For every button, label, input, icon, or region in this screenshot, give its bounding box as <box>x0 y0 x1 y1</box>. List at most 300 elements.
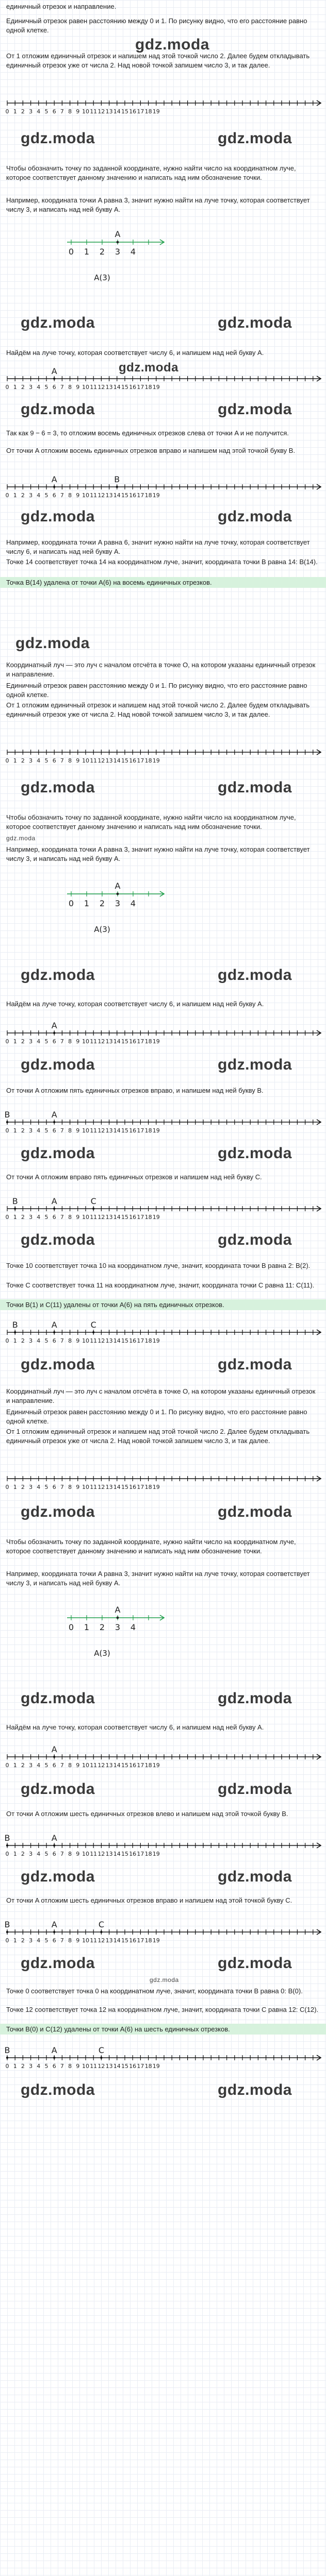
point-label: A <box>51 474 57 484</box>
tick-label: 6 <box>52 1214 56 1219</box>
ray-caption: A(3) <box>94 273 110 282</box>
tick-label: 10 <box>82 1762 89 1767</box>
tick-label: 19 <box>152 2063 160 2068</box>
tick-label: 9 <box>76 1484 80 1489</box>
tick-label: 19 <box>152 1127 160 1132</box>
text-block: От 1 отложим единичный отрезок и напишем над этой точкой число 2. Далее будем откладывать единичный отрезок уже от числа 2. Над новой точкой запишем число 3, и так далее. <box>6 52 310 69</box>
tick-label: 1 <box>13 757 17 762</box>
text-block: Чтобы обозначить точку по заданной координате, нужно найти число на координатном луче, которое соответствует данному значению и написать над ним обозначение точки. <box>6 814 296 831</box>
tick-label: 12 <box>97 2063 105 2068</box>
tick-label: 2 <box>21 1851 25 1856</box>
point-label: A <box>51 1021 57 1030</box>
tick-label: 3 <box>115 899 121 908</box>
tick-label: 0 <box>5 1214 9 1219</box>
point-label: A <box>51 2045 57 2055</box>
tick-label: 1 <box>13 1851 17 1856</box>
text-block: Координатный луч — это луч с началом отсчёта в точке O, на котором указаны единичный отрезок и направление. <box>6 1387 316 1404</box>
tick-label: 17 <box>137 1762 144 1767</box>
tick-label: 10 <box>82 2063 89 2068</box>
tick-label: 18 <box>144 1038 152 1043</box>
number-ray-figure <box>0 1917 326 1942</box>
tick-label: 3 <box>29 757 33 762</box>
tick-label: 8 <box>68 1484 72 1489</box>
tick-label: 10 <box>82 1937 89 1942</box>
point-marker <box>6 1121 8 1123</box>
tick-label: 16 <box>129 2063 137 2068</box>
point-label: B <box>12 1196 18 1206</box>
tick-label: 12 <box>97 1762 105 1767</box>
point-label: A <box>115 1605 121 1615</box>
number-ray-figure <box>0 1463 326 1489</box>
tick-label: 16 <box>129 1851 137 1856</box>
tick-label: 11 <box>90 1937 97 1942</box>
tick-label: 3 <box>29 1337 33 1343</box>
tick-label: 6 <box>52 108 56 113</box>
tick-label: 0 <box>68 1622 74 1632</box>
tick-label: 6 <box>52 1337 56 1343</box>
point-label: A <box>115 881 121 891</box>
watermark: gdz.moda <box>218 1690 292 1707</box>
watermark: gdz.moda <box>21 2081 95 2098</box>
tick-label: 19 <box>152 1214 160 1219</box>
tick-label: 0 <box>5 757 9 762</box>
tick-label: 0 <box>5 1484 9 1489</box>
tick-label: 2 <box>21 1484 25 1489</box>
number-ray-figure <box>0 2042 326 2068</box>
tick-label: 1 <box>13 1484 17 1489</box>
point-label: C <box>90 1320 96 1330</box>
text-block: Например, координата точки A равна 3, значит нужно найти на луче точку, которая соответствует числу 3, и написать над ней букву A. <box>6 196 310 213</box>
point-marker <box>117 241 119 244</box>
point-marker <box>53 1756 55 1758</box>
point-marker <box>53 1844 55 1846</box>
tick-label: 6 <box>52 1038 56 1043</box>
tick-label: 1 <box>13 492 17 497</box>
tick-label: 18 <box>144 1762 152 1767</box>
number-ray <box>0 1830 326 1856</box>
point-marker <box>116 486 118 488</box>
tick-label: 13 <box>105 1337 113 1343</box>
tick-label: 1 <box>13 2063 17 2068</box>
watermark: gdz.moda <box>218 1356 292 1373</box>
tick-label: 6 <box>52 1484 56 1489</box>
tick-label: 7 <box>60 2063 64 2068</box>
tick-label: 12 <box>97 1937 105 1942</box>
tick-label: 19 <box>152 1762 160 1767</box>
tick-label: 3 <box>29 492 33 497</box>
tick-label: 7 <box>60 384 64 389</box>
tick-label: 9 <box>76 108 80 113</box>
number-ray <box>0 1317 326 1343</box>
tick-label: 13 <box>105 1937 113 1942</box>
tick-label: 9 <box>76 492 80 497</box>
tick-label: 15 <box>121 1851 128 1856</box>
watermark: gdz.moda <box>21 1781 95 1798</box>
tick-label: 11 <box>90 757 97 762</box>
tick-label: 18 <box>144 384 152 389</box>
text-block: Чтобы обозначить точку по заданной координате, нужно найти число на координатном луче, которое соответствует данному значению и написать над ним обозначение точки. <box>6 1538 296 1555</box>
number-ray <box>0 1193 326 1219</box>
tick-label: 7 <box>60 492 64 497</box>
tick-label: 8 <box>68 1038 72 1043</box>
watermark: gdz.moda <box>218 130 292 147</box>
tick-label: 7 <box>60 1214 64 1219</box>
tick-label: 16 <box>129 384 137 389</box>
text-block: Точке 0 соответствует точка 0 на координатном луче, значит, координата точки B равна 0: B(0). <box>6 1987 303 1995</box>
watermark: gdz.moda <box>218 1503 292 1520</box>
tick-label: 9 <box>76 1127 80 1132</box>
tick-label: 10 <box>82 1337 89 1343</box>
tick-label: 16 <box>129 757 137 762</box>
tick-label: 13 <box>105 1038 113 1043</box>
tick-label: 4 <box>37 1038 41 1043</box>
tick-label: 15 <box>121 1337 128 1343</box>
tick-label: 19 <box>152 492 160 497</box>
short-ray-figure <box>0 868 326 940</box>
point-marker <box>53 2057 55 2059</box>
ray-caption: A(3) <box>94 925 110 934</box>
tick-label: 5 <box>44 2063 48 2068</box>
text-block: От точки A отложим вправо пять единичных отрезков и напишем над ней букву C. <box>6 1173 262 1181</box>
tick-label: 10 <box>82 1214 89 1219</box>
number-ray-figure <box>0 1193 326 1219</box>
tick-label: 19 <box>152 757 160 762</box>
tick-label: 13 <box>105 1484 113 1489</box>
watermark: gdz.moda <box>15 635 90 652</box>
tick-label: 8 <box>68 1851 72 1856</box>
text-block: Точке 12 соответствует точка 12 на координатном луче, значит, координата точки C равна 12: C(12). <box>6 2006 319 2013</box>
tick-label: 11 <box>90 1762 97 1767</box>
tick-label: 10 <box>82 1038 89 1043</box>
text-block: единичный отрезок и направление. <box>6 3 117 10</box>
watermark: gdz.moda <box>135 36 209 53</box>
tick-label: 11 <box>90 1337 97 1343</box>
watermark: gdz.moda <box>218 508 292 525</box>
tick-label: 12 <box>97 1851 105 1856</box>
tick-label: 15 <box>121 492 128 497</box>
tick-label: 11 <box>90 1038 97 1043</box>
tick-label: 8 <box>68 1337 72 1343</box>
tick-label: 5 <box>44 1851 48 1856</box>
tick-label: 2 <box>99 899 105 908</box>
tick-label: 11 <box>90 492 97 497</box>
point-label: A <box>51 366 57 376</box>
tick-label: 14 <box>113 2063 121 2068</box>
tick-label: 0 <box>5 1038 9 1043</box>
tick-label: 10 <box>82 1851 89 1856</box>
watermark: gdz.moda <box>150 1976 179 1984</box>
tick-label: 5 <box>44 1484 48 1489</box>
tick-label: 17 <box>137 108 144 113</box>
tick-label: 2 <box>21 1214 25 1219</box>
number-ray-figure <box>0 363 326 389</box>
point-label: A <box>51 1110 57 1120</box>
tick-label: 18 <box>144 1214 152 1219</box>
number-ray <box>0 1917 326 1942</box>
number-ray <box>0 363 326 389</box>
point-label: C <box>98 1920 104 1929</box>
tick-label: 17 <box>137 757 144 762</box>
tick-label: 15 <box>121 1038 128 1043</box>
tick-label: 19 <box>152 1937 160 1942</box>
tick-label: 1 <box>13 108 17 113</box>
tick-label: 12 <box>97 1484 105 1489</box>
tick-label: 6 <box>52 1762 56 1767</box>
tick-label: 17 <box>137 1937 144 1942</box>
tick-label: 15 <box>121 2063 128 2068</box>
tick-label: 9 <box>76 757 80 762</box>
tick-label: 2 <box>21 492 25 497</box>
tick-label: 9 <box>76 2063 80 2068</box>
point-marker <box>53 1331 55 1333</box>
tick-label: 1 <box>13 1214 17 1219</box>
point-label: B <box>4 1920 10 1929</box>
text-block: От точки A отложим шесть единичных отрезков влево и напишем над этой точкой букву B. <box>6 1810 288 1818</box>
tick-label: 16 <box>129 1337 137 1343</box>
text-block: Единичный отрезок равен расстоянию между 0 и 1. По рисунку видно, что его расстояние равно одной клетке. <box>6 682 307 699</box>
tick-label: 18 <box>144 1127 152 1132</box>
tick-label: 7 <box>60 1484 64 1489</box>
tick-label: 8 <box>68 1127 72 1132</box>
tick-label: 17 <box>137 2063 144 2068</box>
tick-label: 8 <box>68 492 72 497</box>
tick-label: 10 <box>82 384 89 389</box>
tick-label: 1 <box>13 384 17 389</box>
point-marker <box>53 1121 55 1123</box>
tick-label: 14 <box>113 492 121 497</box>
tick-label: 0 <box>5 1762 9 1767</box>
text-block: Чтобы обозначить точку по заданной координате, нужно найти число на координатном луче, которое соответствует данному значению и написать над ним обозначение точки. <box>6 164 296 181</box>
point-label: C <box>98 2045 104 2055</box>
tick-label: 14 <box>113 1038 121 1043</box>
text-block: От 1 отложим единичный отрезок и напишем над этой точкой число 2. Далее будем откладывать единичный отрезок уже от числа 2. Над новой точкой запишем число 3, и так далее. <box>6 701 310 718</box>
tick-label: 4 <box>37 1214 41 1219</box>
text-block: Так как 9 − 6 = 3, то отложим восемь единичных отрезков слева от точки A и не получится. <box>6 429 289 437</box>
text-block: Например, координата точки A равна 6, значит нужно найти на луче точку, которая соответствует числу 6, и написать над ней букву A. <box>6 538 310 555</box>
tick-label: 14 <box>113 384 121 389</box>
tick-label: 6 <box>52 1937 56 1942</box>
tick-label: 2 <box>21 1762 25 1767</box>
tick-label: 4 <box>37 108 41 113</box>
point-label: C <box>90 1196 96 1206</box>
short-ray-figure <box>0 1592 326 1664</box>
tick-label: 9 <box>76 1038 80 1043</box>
tick-label: 6 <box>52 2063 56 2068</box>
tick-label: 0 <box>5 1937 9 1942</box>
tick-label: 7 <box>60 1762 64 1767</box>
tick-label: 17 <box>137 1337 144 1343</box>
tick-label: 1 <box>13 1127 17 1132</box>
watermark: gdz.moda <box>119 361 178 375</box>
number-ray-figure <box>0 88 326 113</box>
number-ray <box>0 737 326 762</box>
watermark: gdz.moda <box>218 401 292 418</box>
number-ray <box>0 1107 326 1132</box>
tick-label: 13 <box>105 492 113 497</box>
text-block: Единичный отрезок равен расстоянию между 0 и 1. По рисунку видно, что его расстояние равно одной клетке. <box>6 17 307 34</box>
tick-label: 0 <box>5 492 9 497</box>
tick-label: 4 <box>37 1127 41 1132</box>
tick-label: 11 <box>90 1484 97 1489</box>
tick-label: 3 <box>115 247 121 257</box>
tick-label: 1 <box>13 1038 17 1043</box>
tick-label: 12 <box>97 108 105 113</box>
point-label: B <box>4 1110 10 1120</box>
tick-label: 19 <box>152 1484 160 1489</box>
tick-label: 19 <box>152 1851 160 1856</box>
tick-label: 13 <box>105 1762 113 1767</box>
tick-label: 19 <box>152 1337 160 1343</box>
point-marker <box>6 1844 8 1846</box>
tick-label: 17 <box>137 1038 144 1043</box>
tick-label: 13 <box>105 1214 113 1219</box>
tick-label: 15 <box>121 1937 128 1942</box>
tick-label: 15 <box>121 1127 128 1132</box>
tick-label: 14 <box>113 1214 121 1219</box>
tick-label: 12 <box>97 492 105 497</box>
tick-label: 3 <box>29 108 33 113</box>
tick-label: 3 <box>29 1762 33 1767</box>
tick-label: 2 <box>21 1127 25 1132</box>
tick-label: 11 <box>90 1214 97 1219</box>
tick-label: 16 <box>129 1038 137 1043</box>
point-marker <box>53 486 55 488</box>
tick-label: 1 <box>13 1337 17 1343</box>
point-marker <box>53 378 55 380</box>
text-block: Единичный отрезок равен расстоянию между 0 и 1. По рисунку видно, что его расстояние равно одной клетке. <box>6 1408 307 1425</box>
tick-label: 0 <box>5 1337 9 1343</box>
point-label: A <box>51 1833 57 1843</box>
tick-label: 19 <box>152 108 160 113</box>
tick-label: 18 <box>144 1851 152 1856</box>
point-marker <box>92 1331 94 1333</box>
tick-label: 7 <box>60 1851 64 1856</box>
point-marker <box>14 1208 16 1210</box>
tick-label: 19 <box>152 384 160 389</box>
text-block: Найдём на луче точку, которая соответствует числу 6, и напишем над ней букву A. <box>6 1723 264 1731</box>
tick-label: 6 <box>52 1851 56 1856</box>
tick-label: 16 <box>129 492 137 497</box>
tick-label: 5 <box>44 1337 48 1343</box>
tick-label: 15 <box>121 1214 128 1219</box>
number-ray <box>0 471 326 497</box>
tick-label: 10 <box>82 1127 89 1132</box>
tick-label: 4 <box>37 1937 41 1942</box>
point-label: A <box>51 1920 57 1929</box>
tick-label: 2 <box>21 2063 25 2068</box>
watermark: gdz.moda <box>21 1503 95 1520</box>
tick-label: 3 <box>29 2063 33 2068</box>
tick-label: 13 <box>105 2063 113 2068</box>
tick-label: 4 <box>130 1622 136 1632</box>
watermark: gdz.moda <box>21 508 95 525</box>
text-block: От 1 отложим единичный отрезок и напишем над этой точкой число 2. Далее будем откладывать единичный отрезок уже от числа 2. Над новой точкой запишем число 3, и так далее. <box>6 1428 310 1445</box>
tick-label: 2 <box>21 1937 25 1942</box>
tick-label: 12 <box>97 1337 105 1343</box>
tick-label: 7 <box>60 1337 64 1343</box>
tick-label: 5 <box>44 108 48 113</box>
text-block: Координатный луч — это луч с началом отсчёта в точке O, на котором указаны единичный отрезок и направление. <box>6 661 316 678</box>
number-ray-figure <box>0 1741 326 1767</box>
text-block: Точке C соответствует точка 11 на координатном луче, значит, координата точки C равна 11: C(11). <box>6 1281 315 1289</box>
tick-label: 11 <box>90 1851 97 1856</box>
highlighted-answer: Точки B(1) и C(11) удалены от точки A(6) на пять единичных отрезков. <box>0 1299 326 1310</box>
tick-label: 13 <box>105 757 113 762</box>
tick-label: 2 <box>99 1622 105 1632</box>
tick-label: 14 <box>113 1337 121 1343</box>
tick-label: 8 <box>68 384 72 389</box>
tick-label: 3 <box>29 1127 33 1132</box>
tick-label: 7 <box>60 108 64 113</box>
tick-label: 4 <box>37 1851 41 1856</box>
tick-label: 17 <box>137 1214 144 1219</box>
number-ray-figure <box>0 1107 326 1132</box>
tick-label: 3 <box>115 1622 121 1632</box>
tick-label: 6 <box>52 757 56 762</box>
number-ray-figure <box>0 1830 326 1856</box>
watermark: gdz.moda <box>21 130 95 147</box>
text-block: От точки A отложим пять единичных отрезков вправо, и напишем над ней букву B. <box>6 1087 264 1094</box>
tick-label: 15 <box>121 1484 128 1489</box>
tick-label: 9 <box>76 1937 80 1942</box>
watermark: gdz.moda <box>21 1231 95 1248</box>
tick-label: 5 <box>44 1214 48 1219</box>
tick-label: 16 <box>129 1214 137 1219</box>
ray-caption: A(3) <box>94 1649 110 1658</box>
tick-label: 12 <box>97 1127 105 1132</box>
point-marker <box>53 1931 55 1933</box>
watermark: gdz.moda <box>218 1781 292 1798</box>
tick-label: 18 <box>144 108 152 113</box>
tick-label: 2 <box>21 1038 25 1043</box>
watermark: gdz.moda <box>21 967 95 984</box>
tick-label: 14 <box>113 757 121 762</box>
watermark: gdz.moda <box>218 1056 292 1073</box>
tick-label: 15 <box>121 1762 128 1767</box>
highlighted-answer: Точка B(14) удалена от точки A(6) на восемь единичных отрезков. <box>0 577 326 588</box>
tick-label: 1 <box>13 1762 17 1767</box>
tick-label: 4 <box>130 247 136 257</box>
tick-label: 10 <box>82 108 89 113</box>
tick-label: 0 <box>5 2063 9 2068</box>
watermark: gdz.moda <box>218 1231 292 1248</box>
tick-label: 15 <box>121 757 128 762</box>
text-block: Точке 10 соответствует точка 10 на координатном луче, значит, координата точки B равна 2: B(2). <box>6 1262 311 1269</box>
short-number-ray <box>0 1592 326 1664</box>
tick-label: 9 <box>76 384 80 389</box>
tick-label: 5 <box>44 384 48 389</box>
text-block: От точки A отложим шесть единичных отрезков вправо и напишем над этой точкой букву C. <box>6 1896 292 1904</box>
tick-label: 11 <box>90 1127 97 1132</box>
tick-label: 3 <box>29 1214 33 1219</box>
watermark: gdz.moda <box>218 1955 292 1972</box>
tick-label: 17 <box>137 1127 144 1132</box>
tick-label: 4 <box>37 1337 41 1343</box>
watermark: gdz.moda <box>218 314 292 331</box>
tick-label: 9 <box>76 1762 80 1767</box>
tick-label: 13 <box>105 384 113 389</box>
tick-label: 3 <box>29 384 33 389</box>
tick-label: 0 <box>5 1851 9 1856</box>
watermark: gdz.moda <box>218 1145 292 1162</box>
tick-label: 11 <box>90 108 97 113</box>
tick-label: 19 <box>152 1038 160 1043</box>
tick-label: 18 <box>144 492 152 497</box>
tick-label: 16 <box>129 1937 137 1942</box>
point-label: B <box>4 2045 10 2055</box>
text-block: Например, координата точки A равна 3, значит нужно найти на луче точку, которая соответствует числу 3, и написать над ней букву A. <box>6 1570 310 1587</box>
point-marker <box>53 1032 55 1034</box>
